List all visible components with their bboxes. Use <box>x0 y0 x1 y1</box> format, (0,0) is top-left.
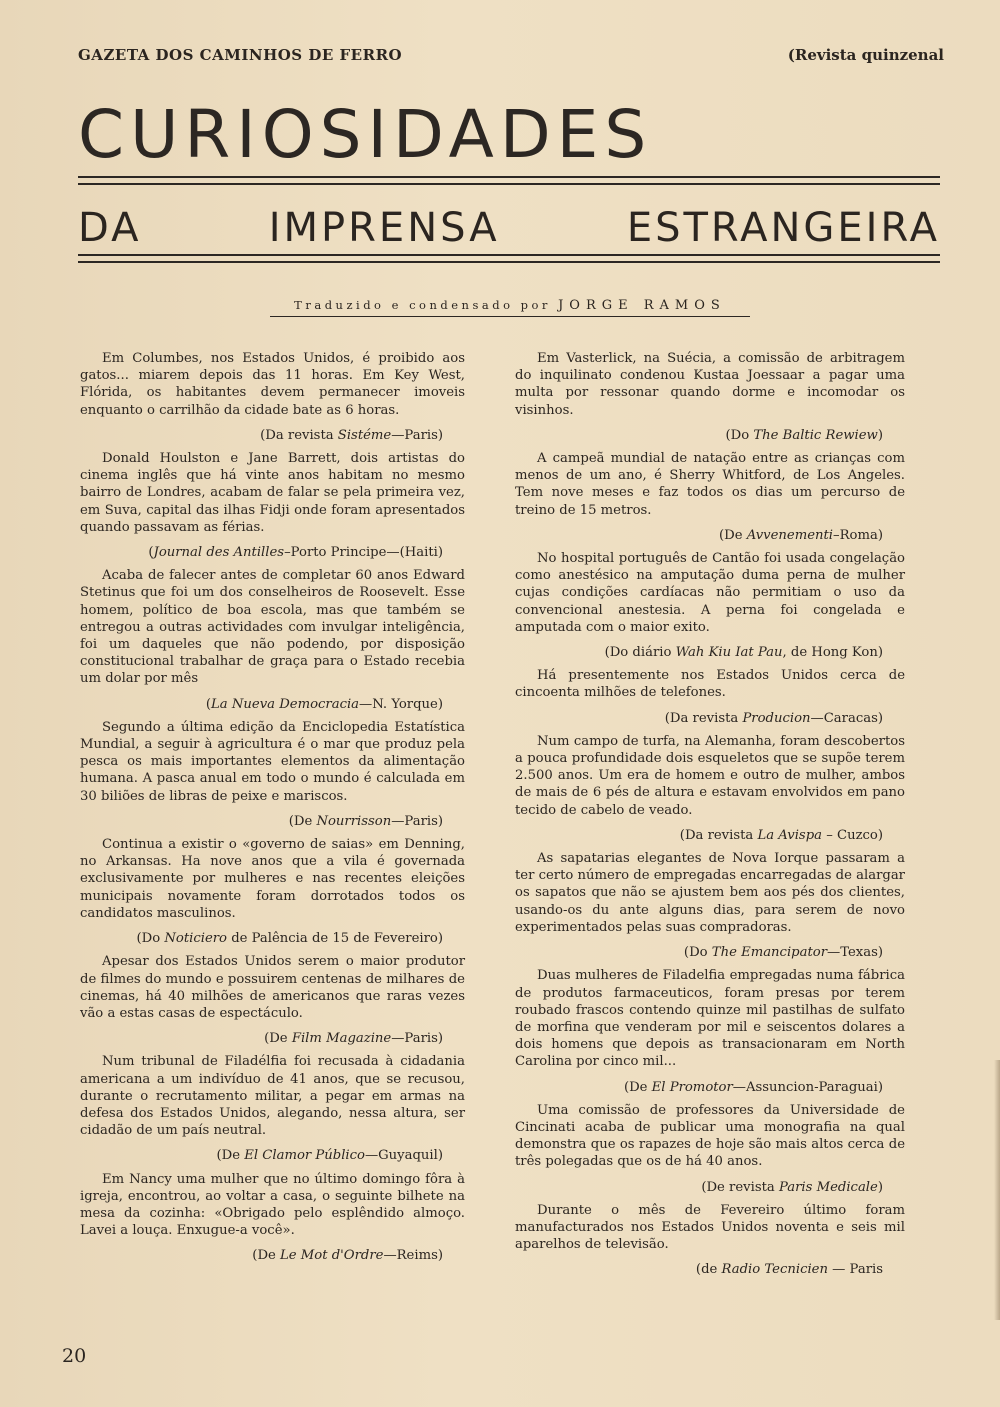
right-column <box>515 350 905 1285</box>
news-text: Continua a existir o «governo de saias» em Denning, no Arkansas. Ha nove anos que a vila é governada exclusivamente por mulheres e nas recentes eleições municipais novamente foram dorrotados todos os candidatos masculinos. <box>80 837 465 921</box>
news-item <box>80 350 465 444</box>
news-item <box>80 1171 465 1265</box>
title-rule-bottom <box>78 183 940 185</box>
news-source: (La Nueva Democracia—N. Yorque) <box>205 696 443 712</box>
byline-prefix: Traduzido e condensado por <box>294 298 551 312</box>
news-item <box>80 719 465 830</box>
news-source: (De Le Mot d'Ordre—Reims) <box>252 1248 443 1264</box>
byline <box>270 298 750 317</box>
news-text: No hospital português de Cantão foi usada congelação como anestésico na amputação duma perna de mulher cujas condições cardíacas não permitiam o uso da convencional anestesia. A perna foi congelada e amputada com o maior exito. <box>515 551 905 635</box>
news-source: (De Nourrisson—Paris) <box>288 813 443 829</box>
news-source: (Do Noticiero de Palência de 15 de Fevereiro) <box>136 931 443 947</box>
news-item <box>515 850 905 961</box>
news-item <box>515 1102 905 1196</box>
news-source: (De revista Paris Medicale) <box>701 1179 883 1195</box>
subtitle-rule-top <box>78 254 940 256</box>
news-text: Durante o mês de Fevereiro último foram manufacturados nos Estados Unidos noventa e seis mil aparelhos de televisão. <box>515 1202 905 1253</box>
news-text: Acaba de falecer antes de completar 60 anos Edward Stetinus que foi um dos conselheiros de Roosevelt. Esse homem, político de boa escola, mas que também se entregou a outras actividades com invulgar inteligência, foi um daqueles que não podendo, por disposição constitucional trabalhar de graça para o Estado recebia um dolar por mês <box>80 568 465 687</box>
news-text: Há presentemente nos Estados Unidos cerca de cincoenta milhões de telefones. <box>515 668 905 701</box>
publication-frequency: (Revista quinzenal <box>787 46 944 64</box>
news-text: Duas mulheres de Filadelfia empregadas numa fábrica de produtos farmaceuticos, foram presas por terem roubado frascos contendo quinze mil pastilhas de sulfato de morfina que venderam por mil e seiscentos dolares a dois homens que depois as transacionaram em North Carolina por cinco mil... <box>515 968 905 1070</box>
news-item <box>80 567 465 713</box>
news-source: (Journal des Antilles–Porto Principe—(Haiti) <box>148 545 443 561</box>
news-text: Num campo de turfa, na Alemanha, foram descobertos a pouca profundidade dois esqueletos que se supõe terem 2.500 anos. Um era de homem e outro de mulher, ambos de mais de 6 pés de altura e estavam envolvidos em pano tecido de cabelo de veado. <box>515 733 905 818</box>
news-source: (Da revista La Avispa – Cuzco) <box>679 827 883 843</box>
byline-author: JORGE RAMOS <box>558 298 726 313</box>
news-item <box>80 1053 465 1164</box>
article-subtitle: DA IMPRENSA ESTRANGEIRA <box>78 205 940 251</box>
news-source: (De El Promotor—Assuncion-Paraguai) <box>623 1079 883 1095</box>
news-item <box>515 733 905 844</box>
left-column <box>80 350 465 1271</box>
news-item <box>515 550 905 661</box>
news-source: (de Radio Tecnicien — Paris <box>695 1262 883 1278</box>
news-text: Em Vasterlick, na Suécia, a comissão de arbitragem do inquilinato condenou Kustaa Joessaar a pagar uma multa por ressonar quando dorme e incomodar os visinhos. <box>515 351 905 418</box>
news-text: Segundo a última edição da Enciclopedia Estatística Mundial, a seguir à agricultura é o mar que produz pela pesca os mais importantes elementos da alimentação humana. A pasca anual em todo o mundo é calculada em 30 biliões de libras de peixe e mariscos. <box>80 719 465 804</box>
news-item <box>80 450 465 561</box>
title-rule-top <box>78 176 940 178</box>
news-source: (Da revista Sistéme—Paris) <box>260 427 443 443</box>
news-text: Num tribunal de Filadélfia foi recusada à cidadania americana a um indivíduo de 41 anos, que se recusou, durante o recrutamento militar, a pegar em armas na defesa dos Estados Unidos, alegando, nessa altura, ser cidadão de um país neutral. <box>80 1054 465 1139</box>
news-source: (Do diário Wah Kiu Iat Pau, de Hong Kon) <box>604 645 883 661</box>
page-number: 20 <box>62 1345 87 1367</box>
publication-title: GAZETA DOS CAMINHOS DE FERRO <box>78 46 403 64</box>
news-source: (Da revista Producion—Caracas) <box>664 710 883 726</box>
news-item <box>515 450 905 544</box>
news-item <box>80 836 465 947</box>
news-text: Apesar dos Estados Unidos serem o maior produtor de filmes do mundo e possuirem centenas de milhares de cinemas, há 40 milhões de americanos que raras vezes vão a estas casas de espectáculo. <box>80 954 465 1021</box>
news-source: (De Avvenementi–Roma) <box>718 527 883 543</box>
page-edge-shadow <box>994 1060 1000 1320</box>
news-text: Em Columbes, nos Estados Unidos, é proibido aos gatos... miarem depois das 11 horas. Em Key West, Flórida, os habitantes devem permanecer imoveis enquanto o carrilhão da cidade bate as 6 horas. <box>80 351 465 418</box>
subtitle-rule-bottom <box>78 261 940 263</box>
news-item <box>515 967 905 1095</box>
news-source: (De Film Magazine—Paris) <box>264 1031 443 1047</box>
news-item <box>515 350 905 444</box>
news-source: (Do The Baltic Rewiew) <box>725 427 883 443</box>
news-item <box>515 667 905 727</box>
news-text: Uma comissão de professores da Universidade de Cincinati acaba de publicar uma monografia na qual demonstra que os rapazes de hoje são mais altos cerca de três polegadas que os de há 40 anos. <box>515 1102 905 1170</box>
article-title: CURIOSIDADES <box>78 96 653 173</box>
news-item <box>515 1202 905 1279</box>
news-item <box>80 953 465 1047</box>
news-source: (Do The Emancipator—Texas) <box>683 945 883 961</box>
news-text: A campeã mundial de natação entre as crianças com menos de um ano, é Sherry Whitford, de Los Angeles. Tem nove meses e faz todos os dias um percurso de treino de 15 metros. <box>515 451 905 518</box>
news-source: (De El Clamor Público—Guyaquil) <box>216 1148 443 1164</box>
news-text: As sapatarias elegantes de Nova Iorque passaram a ter certo número de empregadas encarregadas de alargar os sapatos que não se ajustem bem aos pés dos clientes, usando-os du ante alguns dias, para serem de novo experimentados pelas suas compradoras. <box>515 851 905 935</box>
news-text: Donald Houlston e Jane Barrett, dois artistas do cinema inglês que há vinte anos habitam no mesmo bairro de Londres, acabam de falar se pela primeira vez, em Suva, capital das ilhas Fidji onde foram apresentados quando passavam as férias. <box>80 451 465 535</box>
news-text: Em Nancy uma mulher que no último domingo fôra à igreja, encontrou, ao voltar a casa, o seguinte bilhete na mesa da cozinha: «Obrigado pelo esplêndido almoço. Lavei a louça. Enxugue-a você». <box>80 1171 465 1239</box>
